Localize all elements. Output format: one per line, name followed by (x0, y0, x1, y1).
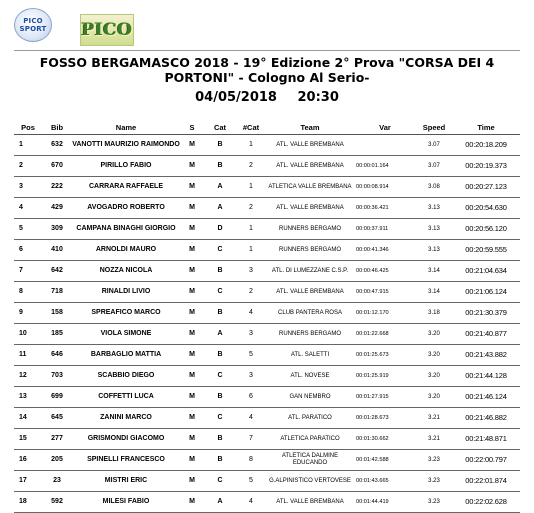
cell-team: CLUB PANTERA ROSA (266, 303, 354, 324)
cell-pos: 13 (14, 387, 42, 408)
cell-team: G.ALPINISTICO VERTOVESE (266, 471, 354, 492)
cell-pos: 10 (14, 324, 42, 345)
col-header-sex: S (180, 120, 204, 135)
cell-ncat: 6 (236, 387, 266, 408)
cell-name: SCABBIO DIEGO (72, 366, 180, 387)
cell-var: 00:01:43.665 (354, 471, 416, 492)
cell-name: NOZZA NICOLA (72, 261, 180, 282)
cell-ncat: 8 (236, 450, 266, 471)
cell-cat: A (204, 198, 236, 219)
cell-bib: 309 (42, 219, 72, 240)
cell-time: 00:21:44.128 (452, 366, 520, 387)
cell-var: 00:00:36.421 (354, 198, 416, 219)
cell-cat: B (204, 303, 236, 324)
cell-pos: 12 (14, 366, 42, 387)
cell-speed: 3.14 (416, 282, 452, 303)
cell-name: MISTRI ERIC (72, 471, 180, 492)
cell-speed: 3.07 (416, 156, 452, 177)
cell-pos: 5 (14, 219, 42, 240)
col-header-team: Team (266, 120, 354, 135)
cell-time: 00:20:54.630 (452, 198, 520, 219)
cell-bib: 410 (42, 240, 72, 261)
cell-bib: 699 (42, 387, 72, 408)
cell-pos: 9 (14, 303, 42, 324)
cell-team: RUNNERS BERGAMO (266, 324, 354, 345)
table-row (14, 492, 520, 513)
table-row (14, 324, 520, 345)
cell-cat: C (204, 408, 236, 429)
cell-bib: 632 (42, 135, 72, 156)
cell-name: SPINELLI FRANCESCO (72, 450, 180, 471)
col-header-bib: Bib (42, 120, 72, 135)
cell-time: 00:21:40.877 (452, 324, 520, 345)
cell-ncat: 4 (236, 492, 266, 513)
cell-team: RUNNERS BERGAMO (266, 240, 354, 261)
cell-team: ATL. VALLE BREMBANA (266, 156, 354, 177)
cell-speed: 3.21 (416, 429, 452, 450)
table-row (14, 408, 520, 429)
cell-name: SPREAFICO MARCO (72, 303, 180, 324)
cell-bib: 205 (42, 450, 72, 471)
results-header-row (14, 120, 520, 135)
cell-pos: 11 (14, 345, 42, 366)
cell-team: ATL. NOVESE (266, 366, 354, 387)
cell-sex: M (180, 450, 204, 471)
cell-ncat: 1 (236, 219, 266, 240)
cell-sex: M (180, 219, 204, 240)
pico-logo-text: PICO (81, 20, 133, 40)
cell-speed: 3.13 (416, 198, 452, 219)
cell-sex: M (180, 135, 204, 156)
cell-team: ATL. PARATICO (266, 408, 354, 429)
cell-speed: 3.08 (416, 177, 452, 198)
col-header-cat: Cat (204, 120, 236, 135)
cell-sex: M (180, 261, 204, 282)
cell-pos: 14 (14, 408, 42, 429)
cell-pos: 6 (14, 240, 42, 261)
cell-var: 00:01:30.662 (354, 429, 416, 450)
pico-sport-logo-line1: PICO (23, 17, 43, 25)
cell-speed: 3.13 (416, 240, 452, 261)
cell-pos: 18 (14, 492, 42, 513)
table-row (14, 303, 520, 324)
cell-ncat: 2 (236, 198, 266, 219)
cell-pos: 8 (14, 282, 42, 303)
header-divider (14, 50, 520, 51)
cell-cat: D (204, 219, 236, 240)
table-row (14, 471, 520, 492)
cell-time: 00:20:19.373 (452, 156, 520, 177)
col-header-time: Time (452, 120, 520, 135)
cell-time: 00:21:06.124 (452, 282, 520, 303)
cell-cat: B (204, 429, 236, 450)
cell-sex: M (180, 324, 204, 345)
table-row (14, 450, 520, 471)
cell-speed: 3.23 (416, 492, 452, 513)
cell-var: 00:00:08.914 (354, 177, 416, 198)
event-datetime (0, 90, 534, 105)
cell-team: ATL. VALLE BREMBANA (266, 282, 354, 303)
cell-var: 00:01:44.419 (354, 492, 416, 513)
table-row (14, 387, 520, 408)
cell-ncat: 1 (236, 240, 266, 261)
cell-var: 00:00:47.915 (354, 282, 416, 303)
cell-sex: M (180, 471, 204, 492)
cell-sex: M (180, 282, 204, 303)
cell-time: 00:21:30.379 (452, 303, 520, 324)
cell-team: ATL. VALLE BREMBANA (266, 492, 354, 513)
cell-pos: 17 (14, 471, 42, 492)
cell-cat: C (204, 240, 236, 261)
cell-bib: 429 (42, 198, 72, 219)
cell-time: 00:21:46.124 (452, 387, 520, 408)
cell-ncat: 7 (236, 429, 266, 450)
cell-time: 00:22:01.874 (452, 471, 520, 492)
table-row (14, 177, 520, 198)
pico-sport-logo-line2: SPORT (19, 25, 47, 33)
cell-bib: 185 (42, 324, 72, 345)
cell-time: 00:20:18.209 (452, 135, 520, 156)
cell-name: CARRARA RAFFAELE (72, 177, 180, 198)
table-row (14, 240, 520, 261)
col-header-speed: Speed (416, 120, 452, 135)
cell-sex: M (180, 156, 204, 177)
cell-speed: 3.21 (416, 408, 452, 429)
cell-name: COFFETTI LUCA (72, 387, 180, 408)
cell-var: 00:01:42.588 (354, 450, 416, 471)
cell-time: 00:20:27.123 (452, 177, 520, 198)
cell-ncat: 2 (236, 282, 266, 303)
pico-sport-logo (14, 8, 52, 42)
cell-var: 00:01:27.915 (354, 387, 416, 408)
cell-time: 00:20:59.555 (452, 240, 520, 261)
cell-var: 00:00:41.346 (354, 240, 416, 261)
cell-var: 00:01:25.919 (354, 366, 416, 387)
table-row (14, 198, 520, 219)
cell-sex: M (180, 177, 204, 198)
cell-cat: A (204, 492, 236, 513)
event-time: 20:30 (297, 90, 339, 105)
cell-speed: 3.23 (416, 471, 452, 492)
col-header-pos: Pos (14, 120, 42, 135)
cell-name: RINALDI LIVIO (72, 282, 180, 303)
cell-cat: A (204, 324, 236, 345)
cell-name: ZANINI MARCO (72, 408, 180, 429)
cell-name: CAMPANA BINAGHI GIORGIO (72, 219, 180, 240)
cell-name: VANOTTI MAURIZIO RAIMONDO (72, 135, 180, 156)
cell-var: 00:01:25.673 (354, 345, 416, 366)
cell-name: VIOLA SIMONE (72, 324, 180, 345)
cell-team: ATL. VALLE BREMBANA (266, 198, 354, 219)
cell-bib: 645 (42, 408, 72, 429)
cell-sex: M (180, 303, 204, 324)
cell-cat: C (204, 282, 236, 303)
cell-bib: 670 (42, 156, 72, 177)
cell-sex: M (180, 408, 204, 429)
cell-ncat: 3 (236, 324, 266, 345)
cell-cat: B (204, 387, 236, 408)
cell-cat: B (204, 261, 236, 282)
cell-time: 00:21:46.882 (452, 408, 520, 429)
col-header-var: Var (354, 120, 416, 135)
cell-team: ATLETICA VALLE BREMBANA (266, 177, 354, 198)
cell-bib: 592 (42, 492, 72, 513)
cell-speed: 3.20 (416, 324, 452, 345)
page-title: FOSSO BERGAMASCO 2018 - 19° Edizione 2° Prova "CORSA DEI 4 PORTONI" - Cologno Al Serio- (39, 55, 495, 85)
cell-cat: B (204, 156, 236, 177)
cell-time: 00:21:48.871 (452, 429, 520, 450)
cell-name: PIRILLO FABIO (72, 156, 180, 177)
cell-var: 00:00:37.911 (354, 219, 416, 240)
cell-sex: M (180, 240, 204, 261)
cell-team: ATL. SALETTI (266, 345, 354, 366)
cell-time: 00:22:00.797 (452, 450, 520, 471)
table-row (14, 261, 520, 282)
cell-bib: 703 (42, 366, 72, 387)
table-row (14, 219, 520, 240)
event-date: 04/05/2018 (195, 90, 277, 105)
col-header-ncat: #Cat (236, 120, 266, 135)
cell-sex: M (180, 198, 204, 219)
cell-name: MILESI FABIO (72, 492, 180, 513)
cell-time: 00:21:43.882 (452, 345, 520, 366)
cell-team: GAN NEMBRO (266, 387, 354, 408)
cell-pos: 1 (14, 135, 42, 156)
cell-speed: 3.18 (416, 303, 452, 324)
cell-bib: 642 (42, 261, 72, 282)
cell-bib: 222 (42, 177, 72, 198)
cell-speed: 3.13 (416, 219, 452, 240)
cell-sex: M (180, 387, 204, 408)
cell-name: BARBAGLIO MATTIA (72, 345, 180, 366)
cell-var: 00:00:46.425 (354, 261, 416, 282)
cell-team: ATL. DI LUMEZZANE C.S.P. (266, 261, 354, 282)
cell-speed: 3.14 (416, 261, 452, 282)
cell-pos: 2 (14, 156, 42, 177)
table-row (14, 282, 520, 303)
cell-name: AVOGADRO ROBERTO (72, 198, 180, 219)
cell-var: 00:00:01.164 (354, 156, 416, 177)
cell-ncat: 5 (236, 471, 266, 492)
col-header-name: Name (72, 120, 180, 135)
cell-sex: M (180, 429, 204, 450)
cell-cat: B (204, 135, 236, 156)
cell-sex: M (180, 345, 204, 366)
cell-speed: 3.20 (416, 345, 452, 366)
cell-ncat: 1 (236, 177, 266, 198)
results-table (14, 120, 520, 513)
cell-cat: A (204, 177, 236, 198)
cell-bib: 23 (42, 471, 72, 492)
cell-ncat: 5 (236, 345, 266, 366)
cell-ncat: 1 (236, 135, 266, 156)
cell-cat: B (204, 450, 236, 471)
cell-time: 00:21:04.634 (452, 261, 520, 282)
cell-bib: 646 (42, 345, 72, 366)
cell-pos: 7 (14, 261, 42, 282)
table-row (14, 156, 520, 177)
cell-cat: C (204, 366, 236, 387)
cell-name: ARNOLDI MAURO (72, 240, 180, 261)
cell-sex: M (180, 492, 204, 513)
results-body (14, 135, 520, 513)
cell-speed: 3.20 (416, 366, 452, 387)
cell-team: ATL. VALLE BREMBANA (266, 135, 354, 156)
cell-ncat: 2 (236, 156, 266, 177)
cell-pos: 4 (14, 198, 42, 219)
cell-pos: 15 (14, 429, 42, 450)
cell-pos: 3 (14, 177, 42, 198)
cell-cat: C (204, 471, 236, 492)
cell-ncat: 3 (236, 261, 266, 282)
cell-time: 00:22:02.628 (452, 492, 520, 513)
cell-pos: 16 (14, 450, 42, 471)
table-row (14, 429, 520, 450)
header-logos (14, 8, 134, 46)
pico-logo (80, 14, 134, 46)
table-row (14, 345, 520, 366)
cell-bib: 718 (42, 282, 72, 303)
cell-team: ATLETICA PARATICO (266, 429, 354, 450)
cell-var (354, 135, 416, 156)
cell-time: 00:20:56.120 (452, 219, 520, 240)
cell-bib: 158 (42, 303, 72, 324)
cell-speed: 3.07 (416, 135, 452, 156)
cell-sex: M (180, 366, 204, 387)
cell-team: ATLETICA DALMINE EDUCANDO (266, 450, 354, 471)
cell-var: 00:01:12.170 (354, 303, 416, 324)
cell-speed: 3.20 (416, 387, 452, 408)
cell-name: GRISMONDI GIACOMO (72, 429, 180, 450)
cell-ncat: 4 (236, 408, 266, 429)
table-row (14, 366, 520, 387)
cell-speed: 3.23 (416, 450, 452, 471)
cell-var: 00:01:22.668 (354, 324, 416, 345)
cell-var: 00:01:28.673 (354, 408, 416, 429)
cell-cat: B (204, 345, 236, 366)
cell-ncat: 3 (236, 366, 266, 387)
cell-bib: 277 (42, 429, 72, 450)
cell-ncat: 4 (236, 303, 266, 324)
table-row (14, 135, 520, 156)
cell-team: RUNNERS BERGAMO (266, 219, 354, 240)
